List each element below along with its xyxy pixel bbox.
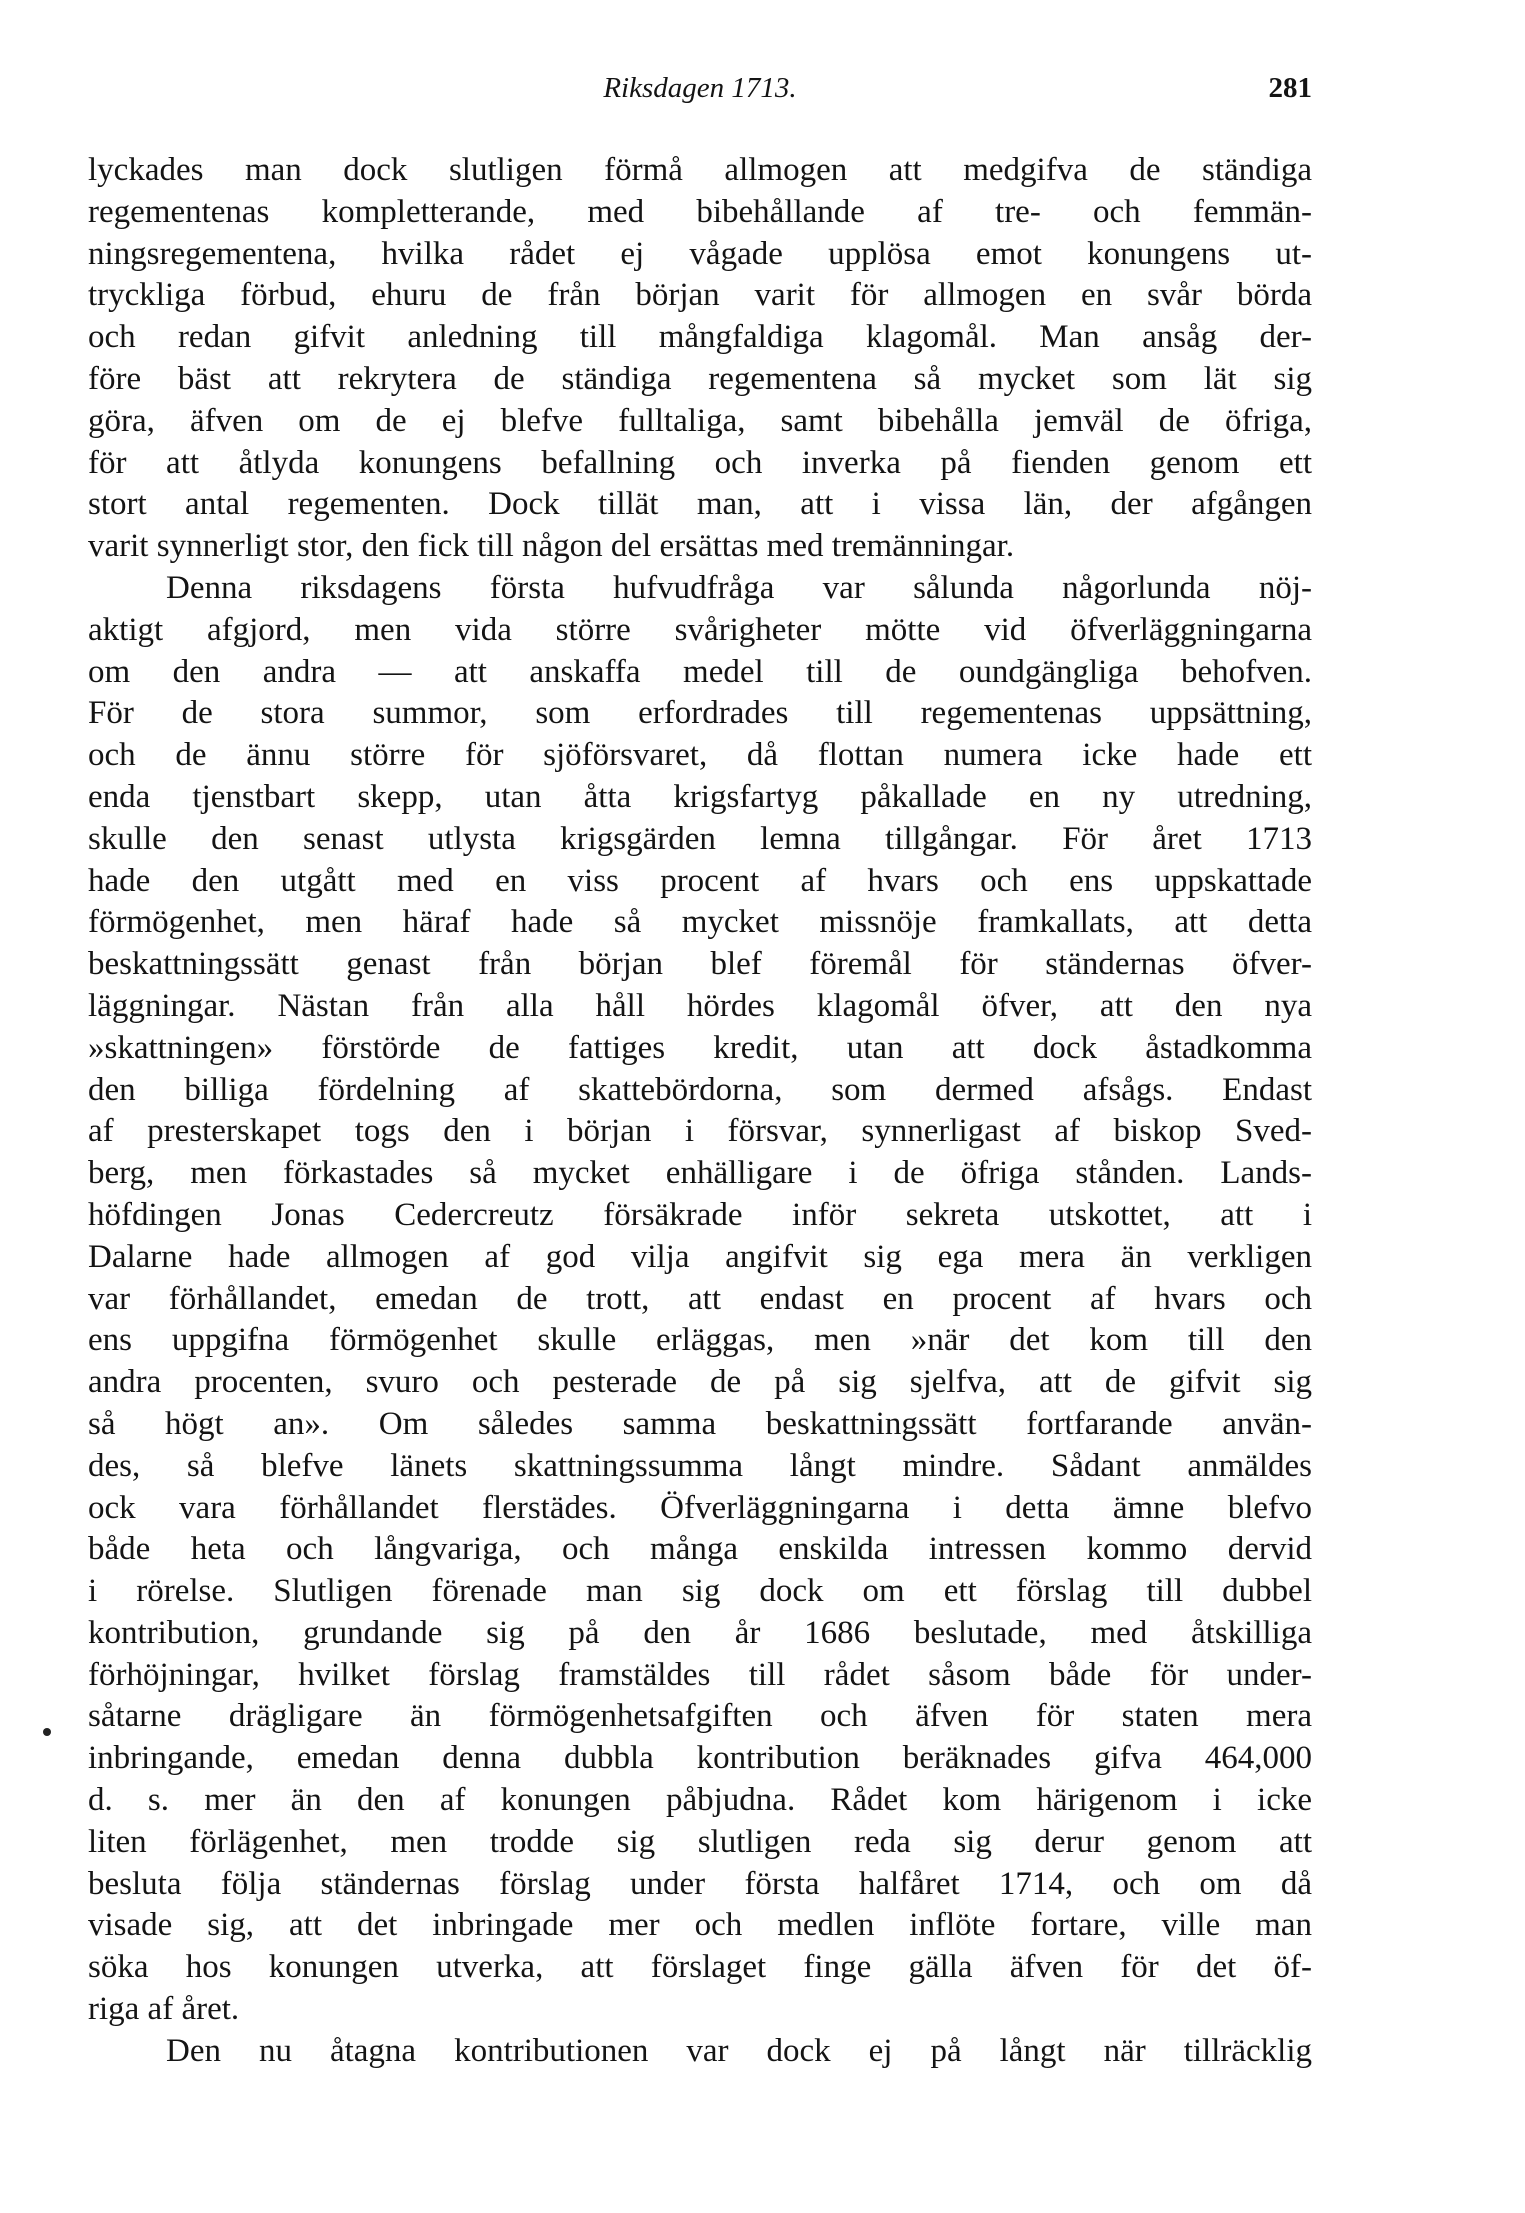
text-line: förmögenhet, men häraf hade så mycket missnöje framkallats, att detta [88, 904, 1312, 941]
text-line: För de stora summor, som erfordrades till regementenas uppsättning, [88, 695, 1312, 732]
text-line: des, så blefve länets skattningssumma långt mindre. Sådant anmäldes [88, 1447, 1312, 1484]
text-line: Dalarne hade allmogen af god vilja angifvit sig ega mera än verkligen [88, 1238, 1312, 1275]
text-line: Den nu åtagna kontributionen var dock ej på långt när tillräcklig [166, 2032, 1312, 2069]
text-line: tryckliga förbud, ehuru de från början varit för allmogen en svår börda [88, 277, 1312, 314]
text-line: lyckades man dock slutligen förmå allmogen att medgifva de ständiga [88, 152, 1312, 188]
text-line: läggningar. Nästan från alla håll hördes klagomål öfver, att den nya [88, 987, 1312, 1024]
text-line: och de ännu större för sjöförsvaret, då flottan numera icke hade ett [88, 737, 1312, 774]
text-line: »skattningen» förstörde de fattiges kredit, utan att dock åstadkomma [88, 1029, 1312, 1066]
text-line: den billiga fördelning af skattebördorna, som dermed afsågs. Endast [88, 1071, 1312, 1108]
text-line: berg, men förkastades så mycket enhälligare i de öfriga stånden. Lands- [88, 1155, 1312, 1192]
running-head [88, 66, 1312, 110]
text-line: såtarne drägligare än förmögenhetsafgiften och äfven för staten mera [88, 1698, 1312, 1735]
text-line: så högt an». Om således samma beskattningssätt fortfarande använ- [88, 1405, 1312, 1442]
text-line: ock vara förhållandet flerstädes. Öfverläggningarna i detta ämne blefvo [88, 1489, 1312, 1526]
text-line: förhöjningar, hvilket förslag framstäldes till rådet såsom både för under- [88, 1656, 1312, 1693]
text-line: för att åtlyda konungens befallning och inverka på fienden genom ett [88, 444, 1312, 481]
text-line: Denna riksdagens första hufvudfråga var sålunda någorlunda nöj- [166, 569, 1312, 606]
text-line: varit synnerligt stor, den fick till någon del ersättas med tremänningar. [88, 528, 1015, 565]
text-line: af presterskapet togs den i början i försvar, synnerligast af biskop Sved- [88, 1113, 1312, 1150]
text-line: riga af året. [88, 1991, 240, 2028]
text-line: ens uppgifna förmögenhet skulle erläggas, men »när det kom till den [88, 1322, 1312, 1359]
text-line: före bäst att rekrytera de ständiga regementena så mycket som lät sig [88, 360, 1312, 397]
text-line: d. s. mer än den af konungen påbjudna. Rådet kom härigenom i icke [88, 1782, 1312, 1819]
text-line: söka hos konungen utverka, att förslaget finge gälla äfven för det öf- [88, 1949, 1312, 1986]
text-line: enda tjenstbart skepp, utan åtta krigsfartyg påkallade en ny utredning, [88, 778, 1312, 815]
page-number: 281 [1268, 72, 1312, 104]
text-line: var förhållandet, emedan de trott, att endast en procent af hvars och [88, 1280, 1312, 1317]
text-line: beskattningssätt genast från början blef föremål för ständernas öfver- [88, 946, 1312, 983]
text-line: skulle den senast utlysta krigsgärden lemna tillgångar. För året 1713 [88, 820, 1312, 857]
text-line: besluta följa ständernas förslag under första halfåret 1714, och om då [88, 1865, 1312, 1902]
text-line: kontribution, grundande sig på den år 1686 beslutade, med åtskilliga [88, 1614, 1312, 1651]
text-line: göra, äfven om de ej blefve fulltaliga, samt bibehålla jemväl de öfriga, [88, 402, 1312, 439]
body-text [88, 150, 1312, 2073]
text-line: både heta och långvariga, och många enskilda intressen kommo dervid [88, 1531, 1312, 1568]
text-line: regementenas kompletterande, med bibehållande af tre- och femmän- [88, 193, 1312, 230]
text-line: stort antal regementen. Dock tillät man, att i vissa län, der afgången [88, 486, 1312, 523]
running-title: Riksdagen 1713. [603, 72, 797, 104]
margin-dot [43, 1728, 51, 1736]
text-line: inbringande, emedan denna dubbla kontribution beräknades gifva 464,000 [88, 1740, 1312, 1777]
text-line: aktigt afgjord, men vida större svårigheter mötte vid öfverläggningarna [88, 611, 1312, 648]
text-line: och redan gifvit anledning till mångfaldiga klagomål. Man ansåg der- [88, 319, 1312, 356]
text-line: höfdingen Jonas Cedercreutz försäkrade inför sekreta utskottet, att i [88, 1196, 1312, 1233]
text-line: andra procenten, svuro och pesterade de på sig sjelfva, att de gifvit sig [88, 1364, 1312, 1401]
text-line: liten förlägenhet, men trodde sig slutligen reda sig derur genom att [88, 1823, 1312, 1860]
text-line: ningsregementena, hvilka rådet ej vågade upplösa emot konungens ut- [88, 235, 1312, 272]
text-line: hade den utgått med en viss procent af hvars och ens uppskattade [88, 862, 1312, 899]
text-line: visade sig, att det inbringade mer och medlen inflöte fortare, ville man [88, 1907, 1312, 1944]
text-line: om den andra — att anskaffa medel till de oundgängliga behofven. [88, 653, 1312, 690]
text-line: i rörelse. Slutligen förenade man sig dock om ett förslag till dubbel [88, 1573, 1312, 1610]
